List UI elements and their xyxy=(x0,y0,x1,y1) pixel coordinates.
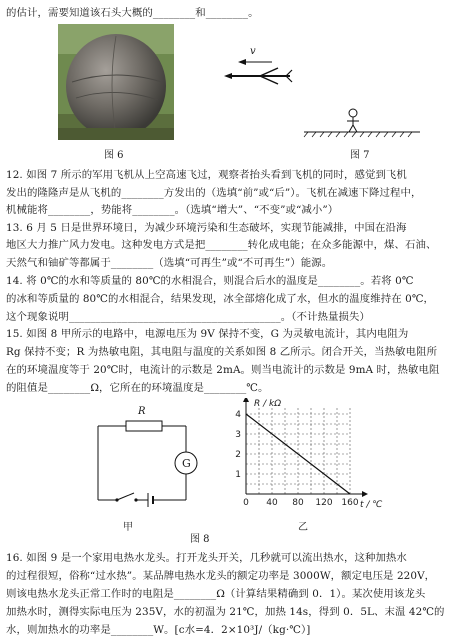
circuit-label: 甲 xyxy=(123,522,133,533)
x-tick-label: 40 xyxy=(266,498,278,508)
question-15-line-1: 15. 如图 8 甲所示的电路中，电源电压为 9V 保持不变，G 为灵敏电流计，其内电阻为 xyxy=(6,328,409,340)
y-tick-label: 2 xyxy=(235,450,241,460)
y-tick-label: 3 xyxy=(235,430,241,440)
question-12-line-3: 机械能将________，势能将________。（选填“增大”、“不变”或“减小”） xyxy=(6,204,339,216)
question-16-line-4: 加热水时，测得实际电压为 235V，水的初温为 21℃，加热 14s，得到 0．5L、末温 42℃的 xyxy=(6,606,445,618)
question-13-line-1: 13. 6 月 5 日是世界环境日，为减少环境污染和生态破坏，实现节能减排，中国在沿海 xyxy=(6,222,407,234)
fig7-velocity-label: v xyxy=(250,46,256,57)
question-15-line-2: Rg 保持不变；R 为热敏电阻，其电阻与温度的关系如图 8 乙所示。闭合开关，当热敏电阻所 xyxy=(6,346,438,358)
question-14-line-2: 的冰和等质量的 80℃的水相混合，结果发现，冰全部熔化成了水，但水的温度维持在 0℃， xyxy=(6,293,435,305)
question-15-line-4: 的阻值是________Ω，它所在的环境温度是________℃。 xyxy=(6,382,269,394)
x-axis-arrow xyxy=(362,491,368,497)
question-16-line-2: 的过程很短，俗称“过水热”。某品牌电热水龙头的额定功率是 3000W，额定电压是 220V， xyxy=(6,570,436,582)
y-axis-label: R / kΩ xyxy=(254,399,282,409)
resistance-temperature-chart xyxy=(222,398,392,516)
fig8-caption: 图 8 xyxy=(190,534,210,545)
galvanometer-label: G xyxy=(182,457,191,470)
stone-photo xyxy=(58,24,174,140)
question-15-line-3: 在的环境温度等于 20℃时，电流计的示数是 2mA。则当电流计的示数是 9mA 时，热敏电阻 xyxy=(6,364,440,376)
question-16-line-1: 16. 如图 9 是一个家用电热水龙头。打开龙头开关，几秒就可以流出热水，这种加热水 xyxy=(6,552,407,564)
resistor-label: R xyxy=(138,406,146,417)
question-13-line-3: 天然气和铀矿等都属于________（选填“可再生”或“不可再生”）能源。 xyxy=(6,257,333,269)
question-14-line-3: 这个现象说明________________________________________。（不计热量损失） xyxy=(6,311,370,323)
graph-label: 乙 xyxy=(298,522,308,533)
question-14-line-1: 14. 将 0℃的水和等质量的 80℃的水相混合，则混合后水的温度是________。若将 0℃ xyxy=(6,275,414,287)
x-tick-label: 160 xyxy=(341,498,359,508)
question-13-line-2: 地区大力推广风力发电。这种发电方式是把________转化成电能；在众多能源中，煤、石油、 xyxy=(6,239,437,251)
question-12-line-2: 发出的隆隆声是从飞机的________方发出的（选填“前”或“后”）。飞机在减速下降过程中， xyxy=(6,187,422,199)
x-tick-label: 0 xyxy=(243,498,249,508)
x-axis-label: t / ℃ xyxy=(360,500,383,510)
y-tick-label: 1 xyxy=(235,470,241,480)
x-tick-label: 80 xyxy=(292,498,304,508)
fig6-label: 图 6 xyxy=(104,150,124,161)
y-axis-arrow xyxy=(243,398,249,402)
fig7-label: 图 7 xyxy=(350,150,370,161)
y-tick-label: 4 xyxy=(235,410,241,420)
x-tick-label: 120 xyxy=(315,498,333,508)
question-12-line-1: 12. 如图 7 所示的军用飞机从上空高速飞过，观察者抬头看到飞机的同时，感觉到飞机 xyxy=(6,169,407,181)
question-16-line-3: 则该电热水龙头正常工作时的电阻是________Ω（计算结果精确到 0．1）。某次使用该龙头 xyxy=(6,588,426,600)
question-16-line-5: 水，则加热水的功率是________W。[c水=4．2×10³J/（kg·℃）] xyxy=(6,624,311,636)
question-text-top: 的估计，需要知道该石头大概的________和________。 xyxy=(6,7,259,19)
